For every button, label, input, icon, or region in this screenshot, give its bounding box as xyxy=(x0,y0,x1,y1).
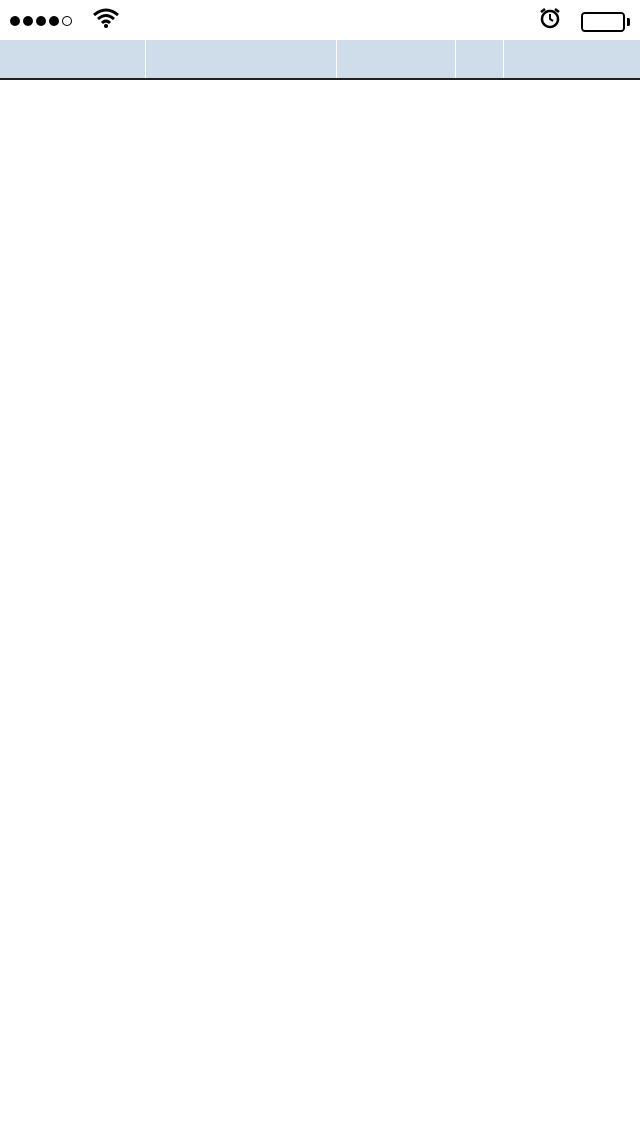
battery-icon xyxy=(581,12,625,32)
signal-dot xyxy=(36,16,46,26)
status-right xyxy=(539,7,630,36)
signal-area xyxy=(10,7,119,35)
status-bar xyxy=(0,0,640,40)
signal-dot xyxy=(49,16,59,26)
alarm-icon xyxy=(539,7,561,36)
table-header xyxy=(0,40,640,80)
header-separator xyxy=(145,40,146,78)
signal-dot xyxy=(23,16,33,26)
header-separator xyxy=(336,40,337,78)
signal-dot xyxy=(62,16,72,26)
header-separator xyxy=(503,40,504,78)
signal-dot xyxy=(10,16,20,26)
battery-cap xyxy=(627,18,630,26)
header-separator xyxy=(455,40,456,78)
wifi-icon xyxy=(93,7,119,35)
parts-table[interactable] xyxy=(0,40,640,1136)
